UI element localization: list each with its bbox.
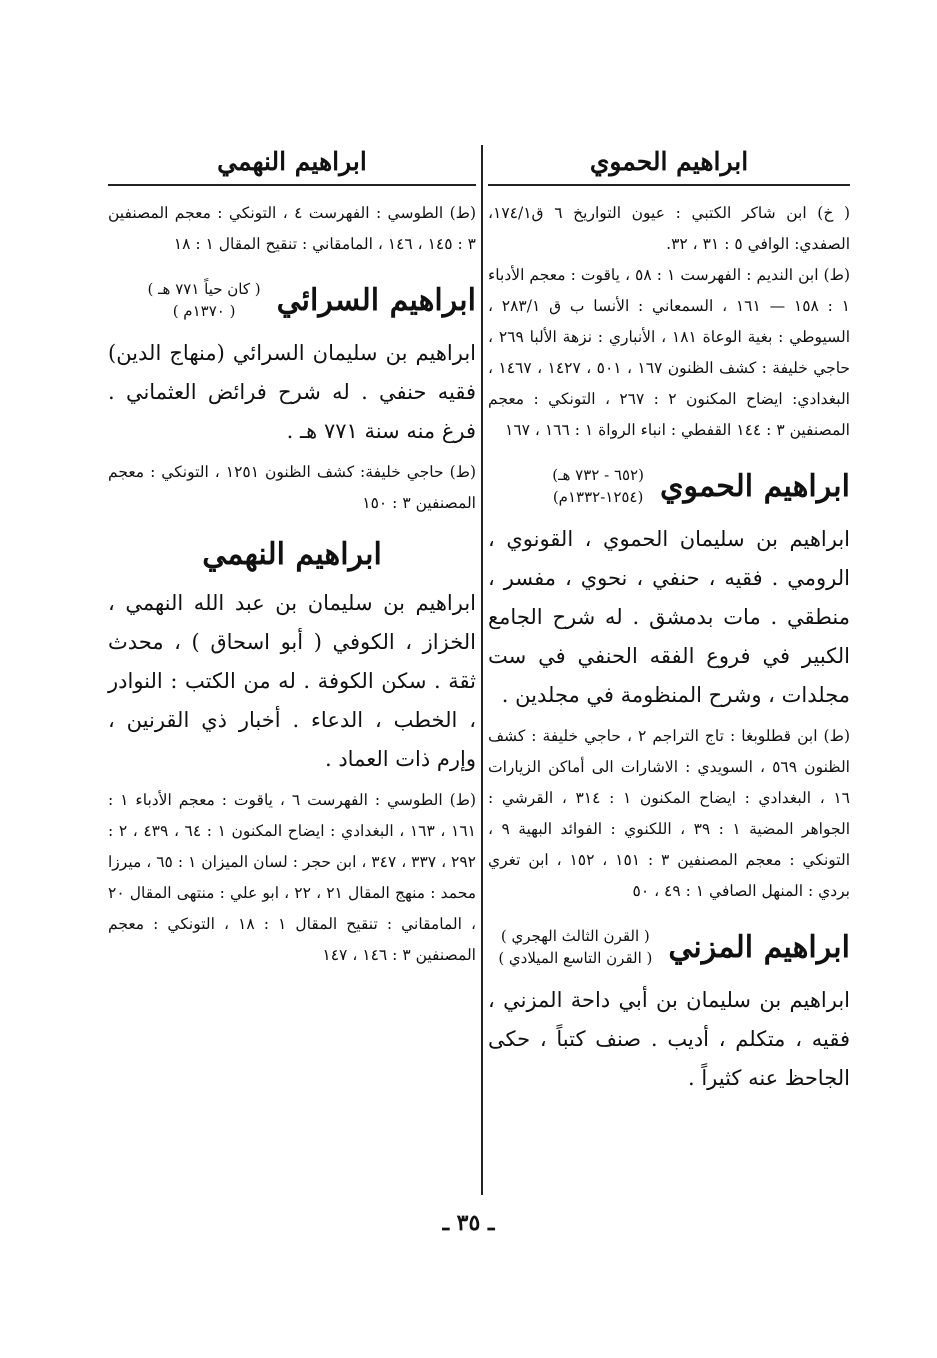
reference-block: (ط) الطوسي : الفهرست ٤ ، التونكي : معجم المصنفين ٣ : ١٤٥ ، ١٤٦ ، المامقاني : تنقيح المقال ١ : ١٨	[108, 204, 476, 253]
reference-block: (ط) ابن النديم : الفهرست ١ : ٥٨ ، ياقوت : معجم الأدباء ١ : ١٥٨ — ١٦١ ، السمعاني : الأنسا ب ق ٢٨٣/١ ، السيوطي : بغية الوعاة ١٨١ ، الأنباري : نزهة الألبا ٢٦٩ ، حاجي خليفة : كشف الظنون ١٦٧ ، ٥٠١ ، ١٤٢٧ ، ١٤٦٧ ، البغدادي: ايضاح المكنون ٢ : ٢٦٧ ، التونكي : معجم المصنفين ٣ : ١٤٤ القفطي : انباء الرواة ١ : ١٦٦ ، ١٦٧	[488, 266, 851, 439]
dates-gregorian: ( ١٣٧٠م )	[172, 302, 236, 320]
entry-dates	[148, 278, 261, 322]
running-head-left: ابراهيم النهمي	[108, 140, 476, 186]
entry-heading	[108, 537, 476, 572]
entry-dates	[552, 464, 644, 508]
reference-block: ( خ) ابن شاكر الكتبي : عيون التواريخ ٦ ق١٧٤/١، الصفدي: الوافي ٥ : ٣١ ، ٣٢.	[488, 204, 851, 253]
page-number: ـ ٣٥ ـ	[442, 1210, 495, 1236]
entry-title: ابراهيم النهمي	[202, 537, 382, 572]
entry-body: ابراهيم بن سليمان الحموي ، القونوي ، الرومي . فقيه ، حنفي ، نحوي ، مفسر ، منطقي . مات بدمشق . له شرح الجامع الكبير في فروع الفقه الحنفي في ست مجلدات ، وشرح المنظومة في مجلدين .	[488, 527, 850, 707]
dates-hijri: (٦٥٢ - ٧٣٢ هـ)	[552, 466, 644, 484]
dates-hijri: ( القرن الثالث الهجري )	[500, 927, 650, 945]
dates-gregorian: ( القرن التاسع الميلادي )	[498, 949, 653, 967]
entry-body: ابراهيم بن سليمان السرائي (منهاج الدين) فقيه حنفي . له شرح فرائض العثماني . فرغ منه سنة ٧٧١ هـ .	[108, 341, 476, 443]
entry-heading	[488, 464, 850, 508]
left-column	[108, 140, 476, 971]
reference-block: (ط) الطوسي : الفهرست ٦ ، ياقوت : معجم الأدباء ١ : ١٦١ ، ١٦٣ ، البغدادي : ايضاح المكنون ١ : ٦٤ ، ٤٣٩ ، ٢ : ٢٩٢ ، ٣٣٧ ، ٣٤٧ ، ابن حجر : لسان الميزان ١ : ٦٥ ، ميرزا محمد : منهج المقال ٢١ ، ٢٢ ، ابو علي : منتهى المقال ٢٠ ، المامقاني : تنقيح المقال ١ : ١٨ ، التونكي : معجم المصنفين ٣ : ١٤٦ ، ١٤٧	[108, 791, 477, 964]
reference-block: (ط) ابن قطلوبغا : تاج التراجم ٢ ، حاجي خليفة : كشف الظنون ٥٦٩ ، السويدي : الاشارات الى أماكن الزيارات ١٦ ، البغدادي : ايضاح المكنون ١ : ٣١٤ ، القرشي : الجواهر المضية ١ : ٣٩ ، اللكنوي : الفوائد البهية ٩ ، التونكي : معجم المصنفين ٣ : ١٥١ ، ١٥٢ ، ابن تغري بردي : المنهل الصافي ١ : ٤٩ ، ٥٠	[488, 727, 851, 900]
entry-body: ابراهيم بن سليمان بن أبي داحة المزني ، فقيه ، متكلم ، أديب . صنف كتباً ، حكى الجاحظ عنه كثيراً .	[488, 988, 850, 1090]
running-head-right: ابراهيم الحموي	[488, 140, 850, 186]
reference-block: (ط) حاجي خليفة: كشف الظنون ١٢٥١ ، التونكي : معجم المصنفين ٣ : ١٥٠	[108, 463, 477, 512]
entry-title: ابراهيم السرائي	[276, 282, 476, 318]
column-divider	[481, 145, 483, 1195]
right-column	[488, 140, 850, 1104]
entry-heading	[488, 925, 850, 969]
entry-body: ابراهيم بن سليمان بن عبد الله النهمي ، الخزاز ، الكوفي ( أبو اسحاق ) ، محدث ثقة . سكن الكوفة . له من الكتب : النوادر ، الخطب ، الدعاء . أخبار ذي القرنين ، وإرم ذات العماد .	[108, 591, 476, 771]
entry-heading	[108, 278, 476, 322]
dates-hijri: ( كان حياً ٧٧١ هـ )	[147, 280, 261, 298]
entry-title: ابراهيم الحموي	[659, 468, 850, 504]
entry-title: ابراهيم المزني	[668, 929, 850, 965]
entry-dates	[498, 925, 652, 969]
dates-gregorian: (١٢٥٤-١٣٣٢م)	[552, 488, 644, 506]
